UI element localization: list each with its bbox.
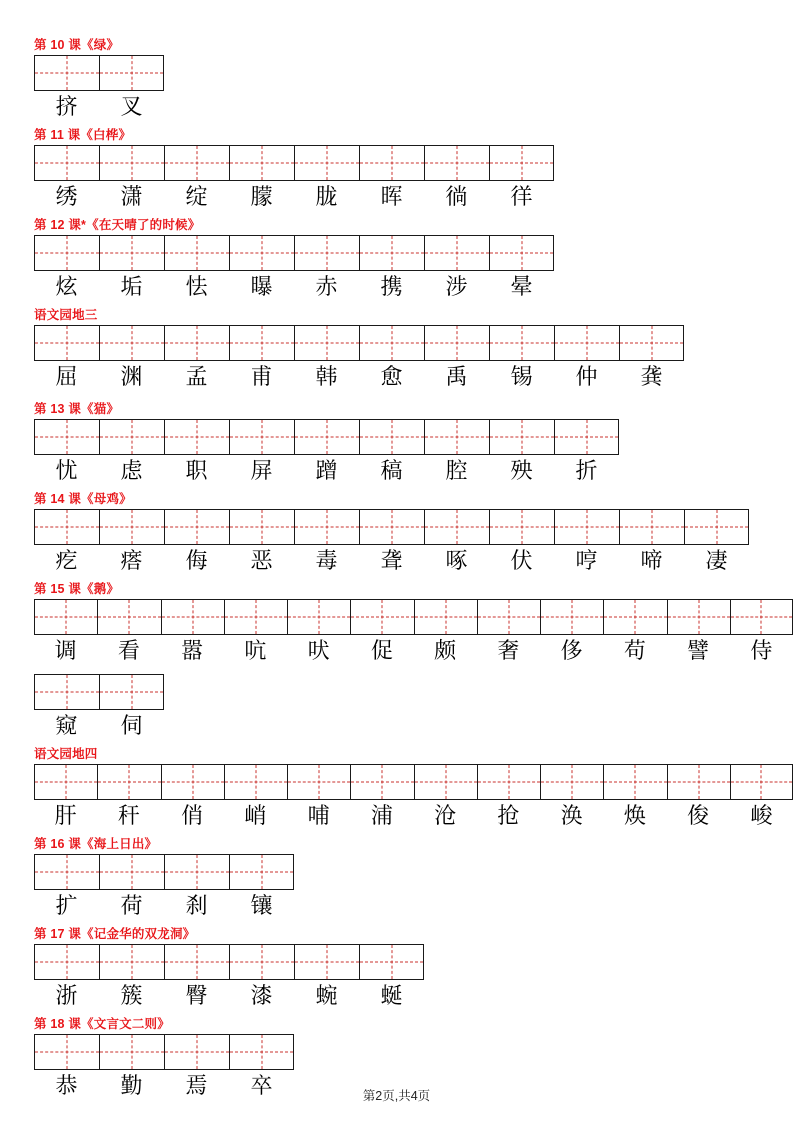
lesson-section (0, 580, 793, 670)
character-row (0, 712, 793, 742)
writing-grid-cell[interactable] (294, 944, 359, 980)
writing-grid-cell[interactable] (99, 419, 164, 455)
writing-grid-cell[interactable] (667, 599, 730, 635)
writing-grid-cell[interactable] (34, 325, 99, 361)
character-label: 瘩 (120, 549, 143, 574)
writing-grid-cell[interactable] (359, 235, 424, 271)
character-label: 嚣 (181, 639, 204, 664)
character-label: 促 (370, 639, 393, 664)
writing-grid-cell[interactable] (34, 1034, 99, 1070)
writing-grid-cell[interactable] (554, 509, 619, 545)
character-label: 锡 (510, 365, 533, 390)
writing-grid-cell[interactable] (424, 509, 489, 545)
lesson-title: 第 13 课《猫》 (34, 402, 120, 416)
lesson-title: 第 14 课《母鸡》 (34, 492, 132, 506)
character-label: 毒 (315, 549, 338, 574)
character-label: 龚 (640, 365, 663, 390)
character-label: 炫 (55, 275, 78, 300)
writing-grid-cell[interactable] (667, 764, 730, 800)
writing-grid-row (0, 235, 793, 271)
writing-grid-cell[interactable] (164, 509, 229, 545)
character-label: 携 (380, 275, 403, 300)
lesson-section (0, 670, 793, 745)
writing-grid-cell[interactable] (350, 599, 413, 635)
lesson-title: 第 12 课*《在天晴了的时候》 (34, 218, 201, 232)
character-label: 啼 (640, 549, 663, 574)
writing-grid-cell[interactable] (730, 764, 793, 800)
character-label: 调 (54, 639, 77, 664)
lesson-title: 第 10 课《绿》 (34, 38, 120, 52)
character-label: 刹 (185, 894, 208, 919)
writing-grid-cell[interactable] (477, 599, 540, 635)
writing-grid-row (0, 1034, 793, 1070)
character-row (0, 892, 793, 922)
character-label: 哺 (307, 804, 330, 829)
character-label: 垢 (120, 275, 143, 300)
character-row (0, 982, 793, 1012)
writing-grid-cell[interactable] (164, 145, 229, 181)
writing-grid-cell[interactable] (489, 419, 554, 455)
writing-grid-cell[interactable] (97, 764, 160, 800)
lesson-title: 语文园地三 (34, 308, 98, 322)
writing-grid-row (0, 325, 793, 361)
character-row (0, 273, 793, 303)
writing-grid-cell[interactable] (730, 599, 793, 635)
character-label: 恶 (250, 549, 273, 574)
character-row (0, 93, 793, 123)
character-label: 疙 (55, 549, 78, 574)
writing-grid-cell[interactable] (414, 764, 477, 800)
character-row (0, 457, 793, 487)
writing-grid-cell[interactable] (603, 599, 666, 635)
character-label: 秆 (117, 804, 140, 829)
writing-grid-cell[interactable] (229, 325, 294, 361)
writing-grid-cell[interactable] (229, 419, 294, 455)
writing-grid-row (0, 599, 793, 635)
writing-grid-cell[interactable] (224, 764, 287, 800)
character-label: 徉 (510, 185, 533, 210)
writing-grid-cell[interactable] (34, 509, 99, 545)
character-row (0, 637, 793, 667)
lesson-title: 语文园地四 (34, 747, 98, 761)
writing-grid-cell[interactable] (603, 764, 666, 800)
character-label: 肝 (54, 804, 77, 829)
character-label: 胧 (315, 185, 338, 210)
writing-grid-cell[interactable] (229, 235, 294, 271)
character-label: 峻 (750, 804, 773, 829)
character-label: 恭 (55, 1074, 78, 1099)
writing-grid-cell[interactable] (34, 599, 97, 635)
writing-grid-cell[interactable] (477, 764, 540, 800)
writing-grid-cell[interactable] (359, 419, 424, 455)
lesson-section (0, 400, 793, 490)
lesson-section (0, 126, 793, 216)
character-label: 臀 (185, 984, 208, 1009)
character-label: 凄 (705, 549, 728, 574)
lesson-section (0, 925, 793, 1015)
writing-grid-cell[interactable] (229, 145, 294, 181)
writing-grid-cell[interactable] (554, 419, 619, 455)
lesson-section (0, 835, 793, 925)
lesson-title: 第 18 课《文言文二则》 (34, 1017, 170, 1031)
character-label: 稿 (380, 459, 403, 484)
sections-container (0, 36, 793, 1105)
character-label: 哼 (575, 549, 598, 574)
writing-grid-row (0, 419, 793, 455)
writing-grid-cell[interactable] (294, 145, 359, 181)
writing-grid-cell[interactable] (294, 235, 359, 271)
writing-grid-cell[interactable] (424, 325, 489, 361)
character-label: 叉 (120, 95, 143, 120)
writing-grid-cell[interactable] (489, 325, 554, 361)
character-label: 侍 (750, 639, 773, 664)
character-label: 侈 (560, 639, 583, 664)
writing-grid-cell[interactable] (684, 509, 749, 545)
character-label: 挤 (55, 95, 78, 120)
writing-grid-cell[interactable] (294, 509, 359, 545)
writing-grid-row (0, 509, 793, 545)
character-label: 焉 (185, 1074, 208, 1099)
writing-grid-cell[interactable] (99, 1034, 164, 1070)
character-label: 蜿 (315, 984, 338, 1009)
character-label: 徜 (445, 185, 468, 210)
writing-grid-cell[interactable] (99, 235, 164, 271)
lesson-section (0, 216, 793, 306)
character-label: 吭 (244, 639, 267, 664)
character-label: 俏 (181, 804, 204, 829)
lesson-title: 第 15 课《鹅》 (34, 582, 120, 596)
writing-grid-row (0, 145, 793, 181)
writing-grid-cell[interactable] (99, 854, 164, 890)
section-spacer (0, 393, 793, 400)
character-label: 愈 (380, 365, 403, 390)
writing-grid-cell[interactable] (34, 674, 99, 710)
writing-grid-cell[interactable] (540, 599, 603, 635)
character-label: 屈 (55, 365, 78, 390)
character-label: 颇 (434, 639, 457, 664)
character-label: 腔 (445, 459, 468, 484)
character-label: 甫 (250, 365, 273, 390)
writing-grid-cell[interactable] (287, 764, 350, 800)
writing-grid-cell[interactable] (34, 944, 99, 980)
writing-grid-cell[interactable] (34, 145, 99, 181)
character-row (0, 802, 793, 832)
character-label: 折 (575, 459, 598, 484)
character-label: 卒 (250, 1074, 273, 1099)
character-label: 忧 (55, 459, 78, 484)
writing-grid-cell[interactable] (229, 854, 294, 890)
writing-grid-cell[interactable] (164, 854, 229, 890)
writing-grid-cell[interactable] (619, 325, 684, 361)
writing-grid-cell[interactable] (554, 325, 619, 361)
writing-grid-row (0, 854, 793, 890)
writing-grid-cell[interactable] (99, 55, 164, 91)
writing-grid-cell[interactable] (489, 235, 554, 271)
character-label: 啄 (445, 549, 468, 574)
writing-grid-cell[interactable] (164, 419, 229, 455)
writing-grid-row (0, 674, 793, 710)
character-label: 俊 (687, 804, 710, 829)
lesson-section (0, 306, 793, 400)
character-label: 朦 (250, 185, 273, 210)
character-label: 虑 (120, 459, 143, 484)
character-label: 殃 (510, 459, 533, 484)
character-label: 吠 (307, 639, 330, 664)
writing-grid-cell[interactable] (164, 235, 229, 271)
writing-grid-row (0, 55, 793, 91)
writing-grid-cell[interactable] (34, 55, 99, 91)
character-label: 荷 (120, 894, 143, 919)
character-label: 浙 (55, 984, 78, 1009)
character-label: 孟 (185, 365, 208, 390)
writing-grid-cell[interactable] (359, 145, 424, 181)
character-label: 漆 (250, 984, 273, 1009)
character-label: 浦 (370, 804, 393, 829)
character-label: 蜒 (380, 984, 403, 1009)
lesson-title: 第 11 课《白桦》 (34, 128, 132, 142)
character-label: 簇 (120, 984, 143, 1009)
writing-grid-cell[interactable] (287, 599, 350, 635)
lesson-title: 第 17 课《记金华的双龙洞》 (34, 927, 196, 941)
writing-grid-cell[interactable] (359, 325, 424, 361)
character-label: 屏 (250, 459, 273, 484)
writing-grid-row (0, 944, 793, 980)
character-label: 苟 (623, 639, 646, 664)
lesson-section (0, 36, 793, 126)
writing-grid-cell[interactable] (229, 509, 294, 545)
character-label: 看 (117, 639, 140, 664)
writing-grid-cell[interactable] (99, 325, 164, 361)
writing-grid-cell[interactable] (161, 599, 224, 635)
writing-grid-cell[interactable] (359, 509, 424, 545)
character-label: 窥 (55, 714, 78, 739)
writing-grid-cell[interactable] (294, 419, 359, 455)
writing-grid-cell[interactable] (161, 764, 224, 800)
writing-grid-cell[interactable] (229, 944, 294, 980)
writing-grid-cell[interactable] (99, 674, 164, 710)
character-label: 峭 (244, 804, 267, 829)
writing-grid-cell[interactable] (489, 145, 554, 181)
writing-grid-cell[interactable] (359, 944, 424, 980)
writing-grid-cell[interactable] (424, 145, 489, 181)
writing-grid-row (0, 764, 793, 800)
character-label: 焕 (623, 804, 646, 829)
character-label: 侮 (185, 549, 208, 574)
writing-grid-cell[interactable] (34, 235, 99, 271)
character-label: 渊 (120, 365, 143, 390)
writing-grid-cell[interactable] (97, 599, 160, 635)
character-label: 晖 (380, 185, 403, 210)
writing-grid-cell[interactable] (489, 509, 554, 545)
character-label: 潇 (120, 185, 143, 210)
writing-grid-cell[interactable] (164, 1034, 229, 1070)
character-label: 职 (185, 459, 208, 484)
page-footer: 第2页,共4页 (362, 1089, 431, 1103)
lesson-section (0, 745, 793, 835)
character-label: 扩 (55, 894, 78, 919)
writing-grid-cell[interactable] (164, 325, 229, 361)
character-label: 抢 (497, 804, 520, 829)
character-label: 伺 (120, 714, 143, 739)
writing-grid-cell[interactable] (414, 599, 477, 635)
writing-grid-cell[interactable] (164, 944, 229, 980)
character-label: 晕 (510, 275, 533, 300)
writing-grid-cell[interactable] (350, 764, 413, 800)
character-label: 禹 (445, 365, 468, 390)
writing-grid-cell[interactable] (34, 419, 99, 455)
writing-grid-cell[interactable] (99, 509, 164, 545)
character-label: 蹭 (315, 459, 338, 484)
character-label: 绣 (55, 185, 78, 210)
writing-grid-cell[interactable] (424, 235, 489, 271)
character-label: 聋 (380, 549, 403, 574)
character-label: 赤 (315, 275, 338, 300)
writing-grid-cell[interactable] (99, 944, 164, 980)
writing-grid-cell[interactable] (540, 764, 603, 800)
title-spacer (0, 670, 793, 673)
writing-grid-cell[interactable] (34, 854, 99, 890)
character-label: 怯 (185, 275, 208, 300)
lesson-title: 第 16 课《海上日出》 (34, 837, 158, 851)
character-row (0, 183, 793, 213)
writing-grid-cell[interactable] (229, 1034, 294, 1070)
writing-grid-cell[interactable] (224, 599, 287, 635)
character-row (0, 547, 793, 577)
character-label: 韩 (315, 365, 338, 390)
lesson-section (0, 490, 793, 580)
character-label: 奢 (497, 639, 520, 664)
character-label: 譬 (687, 639, 710, 664)
character-label: 涉 (445, 275, 468, 300)
character-row (0, 363, 793, 393)
writing-grid-cell[interactable] (294, 325, 359, 361)
writing-grid-cell[interactable] (424, 419, 489, 455)
character-label: 镶 (250, 894, 273, 919)
character-label: 伏 (510, 549, 533, 574)
character-label: 沧 (434, 804, 457, 829)
character-label: 曝 (250, 275, 273, 300)
writing-grid-cell[interactable] (619, 509, 684, 545)
character-label: 涣 (560, 804, 583, 829)
writing-grid-cell[interactable] (99, 145, 164, 181)
writing-grid-cell[interactable] (34, 764, 97, 800)
character-label: 勤 (120, 1074, 143, 1099)
character-label: 绽 (185, 185, 208, 210)
character-label: 仲 (575, 365, 598, 390)
